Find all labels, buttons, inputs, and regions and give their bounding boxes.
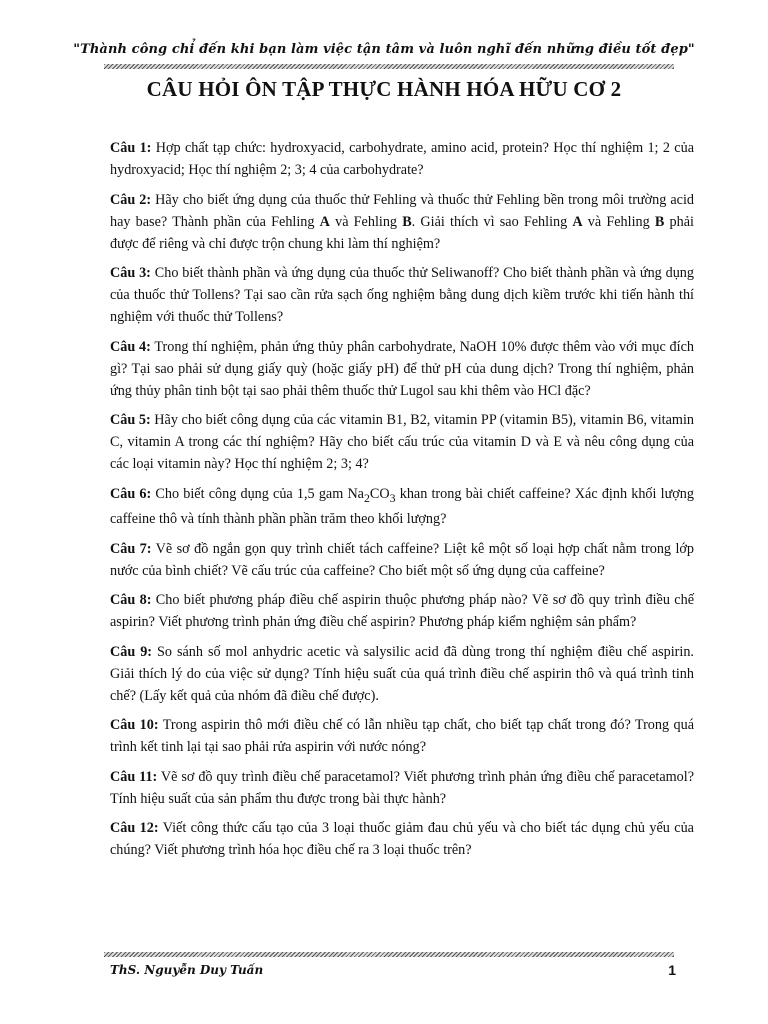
footer-divider (104, 952, 674, 957)
question-label: Câu 12: (110, 820, 159, 837)
question-item (110, 817, 694, 861)
question-label: Câu 2: (110, 191, 152, 208)
document-title: CÂU HỎI ÔN TẬP THỰC HÀNH HÓA HỮU CƠ 2 (146, 77, 622, 101)
question-text: Hãy cho biết ứng dụng của thuốc thử Fehling và thuốc thử Fehling bền trong môi trường acid hay base? Thành phần của Fehling (110, 191, 694, 230)
question-text: B (654, 213, 665, 230)
question-text: Cho biết phương pháp điều chế aspirin thuộc phương pháp nào? Vẽ sơ đồ quy trình điều chế aspirin? Viết phương trình phản ứng điều chế aspirin? Phương pháp kiểm nghiệm sản phẩm? (110, 592, 694, 631)
question-label: Câu 10: (110, 717, 159, 734)
question-text: và Fehling (329, 213, 403, 230)
question-text: Vẽ sơ đồ ngắn gọn quy trình chiết tách caffeine? Liệt kê một số loại hợp chất nằm trong lớp nước của bình chiết? Vẽ cấu trúc của caffeine? Cho biết một số ứng dụng của caffeine? (110, 540, 694, 579)
question-item (110, 137, 694, 181)
question-text: Viết công thức cấu tạo của 3 loại thuốc giảm đau chủ yếu và cho biết tác dụng chủ yếu của chúng? Viết phương trình hóa học điều chế ra 3 loại thuốc trên? (110, 820, 694, 859)
header-divider (104, 64, 674, 69)
question-item (110, 714, 694, 758)
question-item (110, 538, 694, 582)
question-label: Câu 9: (110, 643, 153, 660)
question-text: 2 (363, 490, 370, 505)
question-text: Cho biết công dụng của 1,5 gam Na (151, 485, 364, 502)
question-text: Vẽ sơ đồ quy trình điều chế paracetamol? Viết phương trình phản ứng điều chế paracetamol? Tính hiệu suất của sản phẩm thu được trong bài thực hành? (110, 768, 695, 807)
question-text: phải được để riêng và chỉ được trộn chung khi làm thí nghiệm? (110, 213, 694, 252)
question-text: A (319, 213, 330, 230)
question-label: Câu 11: (110, 768, 158, 785)
question-text: So sánh số mol anhydric acetic và salysilic acid đã dùng trong thí nghiệm điều chế aspirin. Giải thích lý do của việc sử dụng? Tính hiệu suất của quá trình điều chế aspirin thô và quá trình tinh chế? (Lấy kết quả của nhóm đã điều chế được). (110, 643, 694, 704)
question-list (110, 137, 694, 869)
question-text: Trong aspirin thô mới điều chế có lẫn nhiều tạp chất, cho biết tạp chất trong đó? Trong quá trình kết tinh lại tại sao phải rửa aspirin với nước nóng? (110, 717, 694, 756)
question-item (110, 262, 694, 328)
question-text: B (402, 213, 412, 230)
question-item (110, 589, 694, 633)
question-text: Cho biết thành phần và ứng dụng của thuốc thử Seliwanoff? Cho biết thành phần và ứng dụng của thuốc thử Tollens? Tại sao cần rửa sạch ống nghiệm bằng dung dịch kiềm trước khi tiến hành thí nghiệm với thuốc thử Tollens? (110, 265, 694, 325)
question-item (110, 336, 694, 402)
question-text: A (572, 213, 583, 230)
question-label: Câu 8: (110, 592, 152, 609)
header-quote: "Thành công chỉ đến khi bạn làm việc tận tâm và luôn nghĩ đến những điều tốt đẹp" (73, 42, 695, 57)
question-item (110, 641, 694, 707)
question-text: Hãy cho biết công dụng của các vitamin B1, B2, vitamin PP (vitamin B5), vitamin B6, vitamin C, vitamin A trong các thí nghiệm? Hãy cho biết cấu trúc của vitamin D và E và nêu công dụng của các loại vitamin này? Học thí nghiệm 2; 3; 4? (110, 412, 694, 472)
question-item (110, 409, 694, 475)
question-label: Câu 5: (110, 412, 151, 428)
question-item (110, 766, 694, 810)
page-number: 1 (668, 962, 676, 978)
question-label: Câu 4: (110, 338, 151, 355)
question-label: Câu 3: (110, 265, 151, 281)
question-text: CO (369, 485, 390, 502)
question-item (110, 483, 694, 531)
question-text: . Giải thích vì sao Fehling (411, 213, 573, 230)
question-text: và Fehling (582, 213, 655, 230)
question-label: Câu 6: (110, 485, 152, 502)
question-item (110, 189, 694, 255)
question-text: Trong thí nghiệm, phản ứng thủy phân carbohydrate, NaOH 10% được thêm vào với mục đích gì? Tại sao phải sử dụng giấy quỳ (hoặc giấy pH) để thử pH của dung dịch? Trong thí nghiệm, phản ứng thủy phân tinh bột tại sao phải thêm thuốc thử Lugol sau khi thêm vào HCl đặc? (110, 338, 694, 399)
question-label: Câu 1: (110, 140, 152, 156)
question-text: 3 (389, 490, 396, 505)
question-text: khan trong bài chiết caffeine? Xác định khối lượng caffeine thô và tính thành phần phần trăm theo khối lượng? (110, 485, 694, 528)
footer-author: ThS. Nguyễn Duy Tuấn (110, 963, 264, 977)
question-label: Câu 7: (110, 540, 152, 557)
question-text: Hợp chất tạp chức: hydroxyacid, carbohydrate, amino acid, protein? Học thí nghiệm 1; 2 của hydroxyacid; Học thí nghiệm 2; 3; 4 của carbohydrate? (110, 140, 694, 178)
